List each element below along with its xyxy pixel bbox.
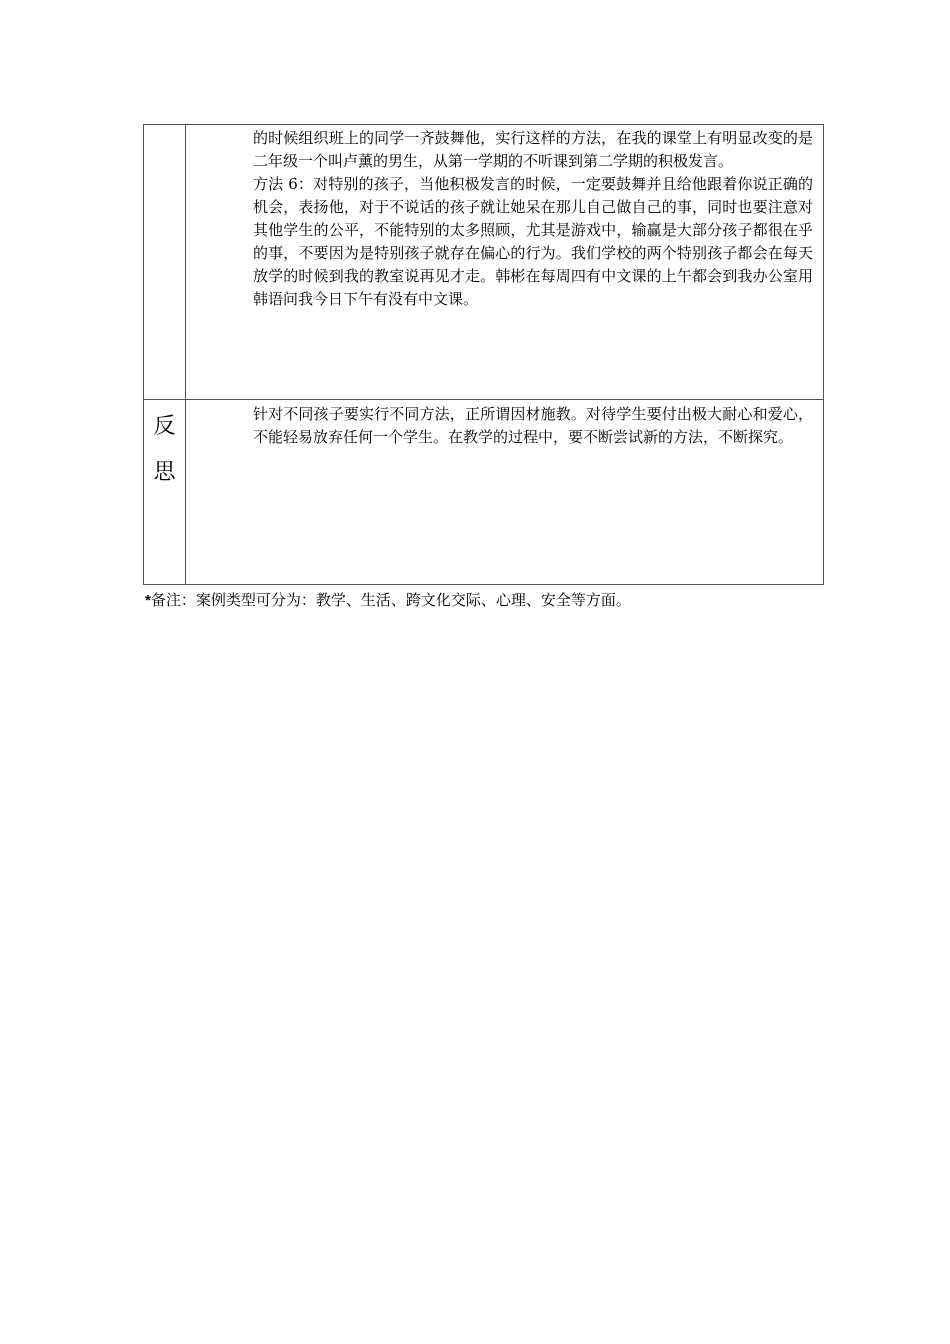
row-body-cell-reflection bbox=[186, 400, 824, 585]
reflection-text-block bbox=[253, 400, 813, 449]
reflection-label bbox=[144, 400, 185, 496]
footnote-star: * bbox=[145, 592, 151, 609]
table-row-reflection bbox=[144, 400, 824, 585]
reflection-label-char-1: 反 bbox=[153, 414, 176, 439]
table-row-method bbox=[144, 125, 824, 400]
method-paragraph-2: 方法 6：对特别的孩子，当他积极发言的时候，一定要鼓舞并且给他跟着你说正确的机会，表扬他，对于不说话的孩子就让她呆在那儿自己做自己的事，同时也要注意对其他学生的公平，不能特别的太多照顾，尤其是游戏中，输赢是大部分孩子都很在乎的事，不要因为是特别孩子就存在偏心的行为。我们学校的两个特别孩子都会在每天放学的时候到我的教室说再见才走。韩彬在每周四有中文课的上午都会到我办公室用韩语问我今日下午有没有中文课。 bbox=[253, 175, 813, 308]
footnote bbox=[145, 590, 631, 611]
reflection-paragraph: 针对不同孩子要实行不同方法，正所谓因材施教。对待学生要付出极大耐心和爱心，不能轻易放弃任何一个学生。在教学的过程中，要不断尝试新的方法，不断探究。 bbox=[253, 405, 813, 446]
footnote-text: 备注：案例类型可分为：教学、生活、跨文化交际、心理、安全等方面。 bbox=[150, 591, 631, 609]
row-label-cell-empty bbox=[144, 125, 186, 400]
row-body-cell-method bbox=[186, 125, 824, 400]
row-label-cell-reflection bbox=[144, 400, 186, 585]
reflection-label-char-2: 思 bbox=[153, 460, 176, 485]
method-text-block bbox=[253, 125, 813, 311]
case-table bbox=[143, 124, 824, 585]
method-paragraph-1: 的时候组织班上的同学一齐鼓舞他，实行这样的方法，在我的课堂上有明显改变的是二年级一个叫卢薰的男生，从第一学期的不听课到第二学期的积极发言。 bbox=[253, 129, 813, 170]
